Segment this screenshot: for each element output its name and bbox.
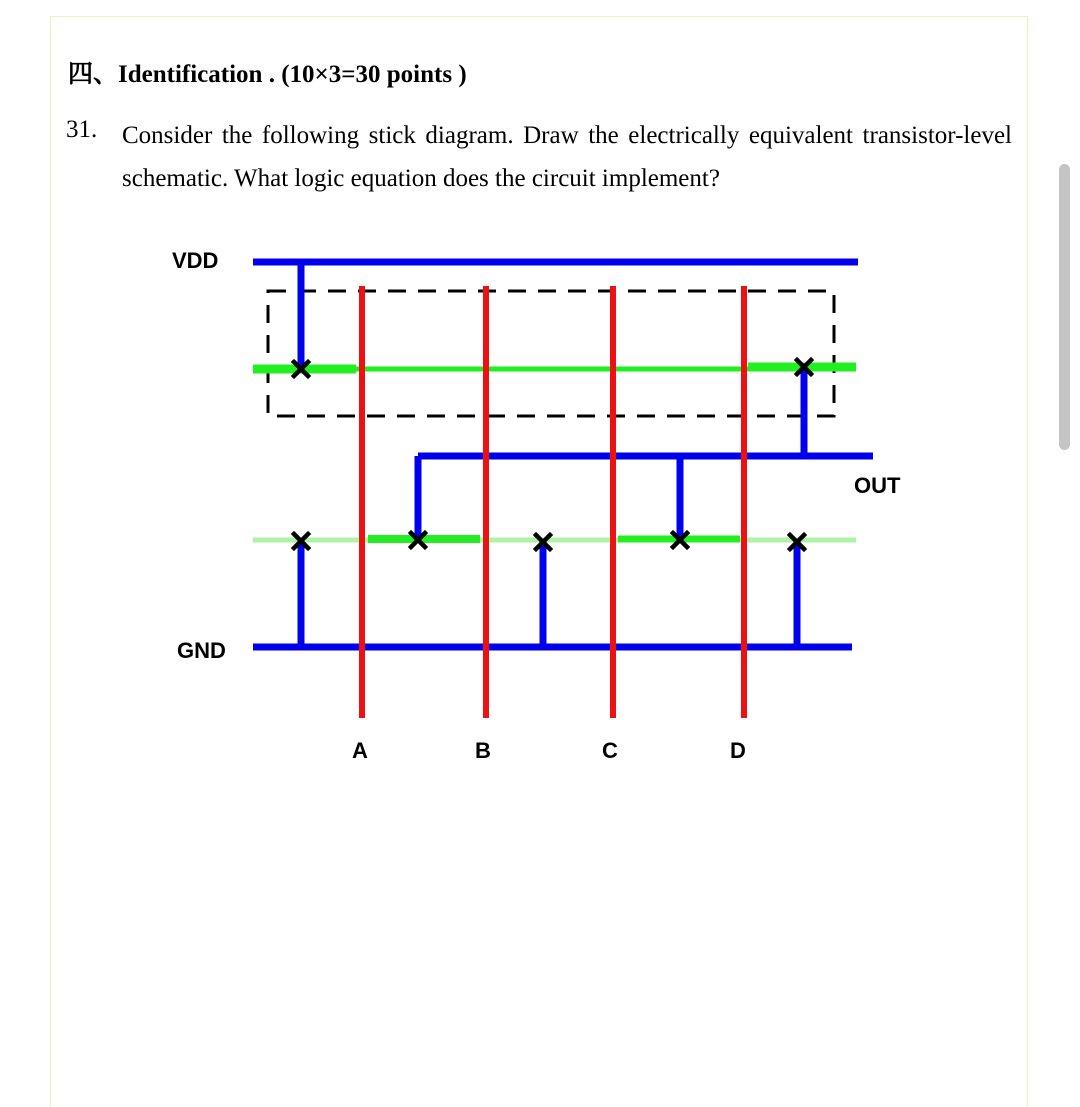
question-number: 31. xyxy=(66,116,98,143)
n-diffusion xyxy=(253,539,856,540)
input-label-d: D xyxy=(730,738,746,763)
input-label-c: C xyxy=(602,738,618,763)
question-text: Consider the following stick diagram. Draw the electrically equivalent transistor-level schematic. What logic equation does the circuit implement? xyxy=(122,122,1012,192)
gnd-label: GND xyxy=(177,638,226,663)
nwell-outline xyxy=(268,291,834,416)
section-heading: 四、Identification . (10×3=30 points ) xyxy=(68,61,467,88)
input-label-a: A xyxy=(352,738,368,763)
out-label: OUT xyxy=(854,473,901,498)
vdd-label: VDD xyxy=(172,248,219,273)
vertical-scrollbar[interactable] xyxy=(1059,164,1070,450)
metal-wiring xyxy=(253,262,873,647)
input-label-b: B xyxy=(475,738,491,763)
p-diffusion xyxy=(253,367,856,369)
